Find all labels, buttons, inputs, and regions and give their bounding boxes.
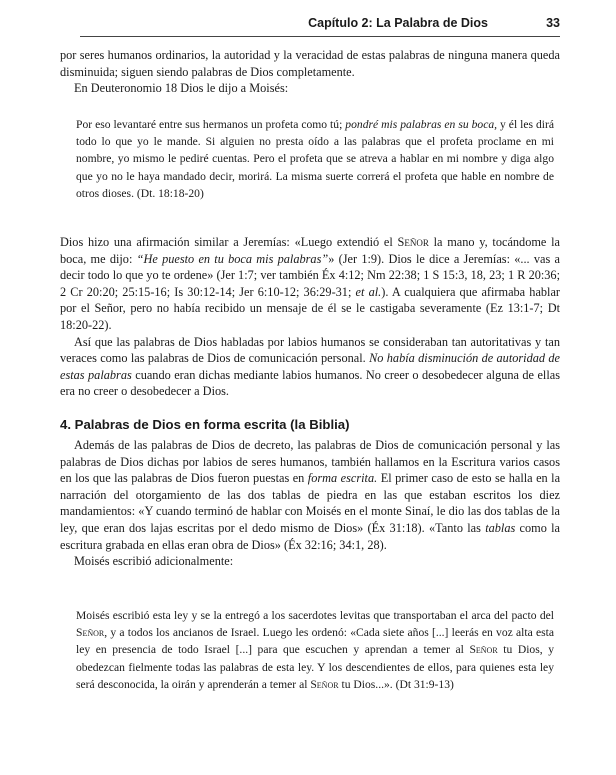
text-block-1 bbox=[60, 47, 560, 97]
chapter-title: Capítulo 2: La Palabra de Dios bbox=[308, 16, 488, 30]
emphasis-text: No había disminución de autoridad de estas palabras bbox=[60, 351, 560, 382]
paragraph: Además de las palabras de Dios de decreto, las palabras de Dios de comunicación personal y las palabras de Dios dichas por labios de seres humanos, también hallamos en la Escritura varios casos en los que las palabras de Dios fueron puestas en forma escrita. El primer caso de esto se halla en la narración del otorgamiento de las dos tablas de piedra en las que estaban escritos los diez mandamientos: «Y cuando terminó de hablar con Moisés en el monte Sinaí, le dio las dos tablas de la ley, que eran dos lajas escritas por el dedo mismo de Dios» (Éx 31:18). «Tanto las tablas como la escritura grabada en ellas eran obra de Dios» (Éx 32:16; 34:1, 28). bbox=[60, 438, 561, 552]
block-quote-deuteronomy-18 bbox=[76, 116, 554, 202]
page-number: 33 bbox=[546, 16, 560, 30]
paragraph: Dios hizo una afirmación similar a Jeremías: «Luego extendió el Señor la mano y, tocándome la boca, me dijo: “He puesto en tu boca mis palabras”» (Jer 1:9). Dios le dice a Jeremías: «... vas a decir todo lo que yo te ordene» (Jer 1:7; ver también Éx 4:12; Nm 22:38; 1 S 15:3, 18, 23; 1 R 20:36; 2 Cr 20:20; 25:15-16; Is 30:12-14; Jer 6:10-12; 36:29-31; et al.). A cualquiera que afirmaba hablar por el Señor, pero no había recibido un mensaje de él se le castigaba severamente (Ez 13:1-7; Dt 18:20-22). bbox=[60, 235, 561, 332]
emphasis-text: pondré mis palabras en su boca, bbox=[345, 118, 498, 131]
text-block-3 bbox=[60, 437, 560, 570]
quote-text: Moisés escribió esta ley y se la entregó a los sacerdotes levitas que transportaban el arca del pacto del Señor, y a todos los ancianos de Israel. Luego les ordenó: «Cada siete años [...] leerás en voz alta esta ley en presencia de todo Israel [...] para que escuchen y aprendan a temer al Señor tu Dios, y obedezcan fielmente todas las palabras de esta ley. Y los descendientes de ellos, para quienes esta ley será desconocida, la oirán y aprenderán a temer al Señor tu Dios...». (Dt 31:9-13) bbox=[76, 609, 554, 691]
text-block-2 bbox=[60, 234, 560, 400]
quote-text: Por eso levantaré entre sus hermanos un profeta como tú; pondré mis palabras en su boca, y él les dirá todo lo que yo le mande. Si alguien no presta oído a las palabras que el profeta proclame en mi nombre, yo mismo le pediré cuentas. Pero el profeta que se atreva a hablar en mi nombre y diga algo que yo no le haya mandado decir, morirá. La misma suerte correrá el profeta que hable en nombre de otros dioses. (Dt. 18:18-20) bbox=[76, 118, 555, 200]
paragraph: por seres humanos ordinarios, la autoridad y la veracidad de estas palabras de ninguna manera queda disminuida; siguen siendo palabras de Dios completamente. bbox=[60, 48, 560, 79]
paragraph: Así que las palabras de Dios habladas por labios humanos se consideraban tan autoritativas y tan veraces como las palabras de Dios de comunicación personal. No había disminución de autoridad de estas palabras cuando eran dichas mediante labios humanos. No creer o desobedecer alguna de ellas era no creer o desobedecer a Dios. bbox=[60, 334, 560, 399]
emphasis-text: “He puesto en tu boca mis palabras” bbox=[136, 251, 329, 266]
running-header bbox=[80, 14, 560, 37]
lord-small-caps: Señor bbox=[397, 235, 429, 249]
paragraph: En Deuteronomio 18 Dios le dijo a Moisés: bbox=[74, 81, 289, 96]
emphasis-text: forma escrita. bbox=[307, 471, 378, 486]
section-heading: 4. Palabras de Dios en forma escrita (la Biblia) bbox=[60, 417, 350, 432]
paragraph: Moisés escribió adicionalmente: bbox=[74, 554, 234, 569]
block-quote-deuteronomy-31 bbox=[76, 607, 554, 693]
